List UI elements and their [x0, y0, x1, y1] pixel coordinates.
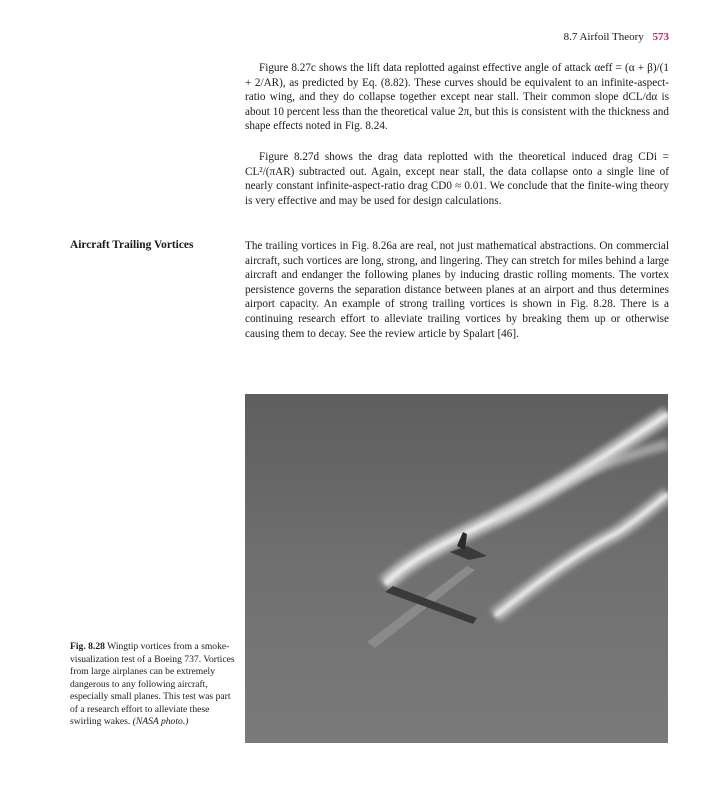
page-number: 573: [652, 31, 669, 43]
section-heading-trailing-vortices: Aircraft Trailing Vortices: [70, 239, 194, 251]
running-header: [564, 31, 669, 43]
figure-credit: (NASA photo.): [132, 716, 189, 727]
figure-caption-text: Wingtip vortices from a smoke-visualization test of a Boeing 737. Vortices from large airplanes can be extremely dangerous to any following aircraft, especially small planes. This test was part of a research effort to alleviate these swirling wakes.: [70, 641, 235, 727]
vortex-photo-illustration: [245, 394, 668, 743]
figure-label: Fig. 8.28: [70, 641, 105, 652]
paragraph-lift-data: Figure 8.27c shows the lift data replotted against effective angle of attack αeff = (α + β)/(1 + 2/AR), as predicted by Eq. (8.82). These curves should be equivalent to an infinite-aspect-ratio wing, and they do collapse together except near stall. Their common slope dCL/dα is about 10 percent less than the theoretical value 2π, but this is consistent with the thickness and shape effects noted in Fig. 8.24.: [245, 62, 669, 133]
paragraph-trailing-vortices: The trailing vortices in Fig. 8.26a are real, not just mathematical abstractions. On commercial aircraft, such vortices are long, strong, and lingering. They can stretch for miles behind a large aircraft and endanger the following planes by inducing drastic rolling moments. The vortex persistence governs the separation distance between planes at an airport and thus determines airport capacity. An example of strong trailing vortices is shown in Fig. 8.28. There is a continuing research effort to alleviate trailing vortices by breaking them up or otherwise causing them to decay. See the review article by Spalart [46].: [245, 240, 669, 340]
figure-photo: [245, 394, 668, 743]
figure-caption: [70, 641, 235, 729]
paragraph-drag-data: Figure 8.27d shows the drag data replotted with the theoretical induced drag CDi = CL²/(πAR) subtracted out. Again, except near stall, the data collapse onto a single line of nearly constant infinite-aspect-ratio drag CD0 ≈ 0.01. We conclude that the finite-wing theory is very effective and may be used for design calculations.: [245, 151, 669, 207]
section-title: 8.7 Airfoil Theory: [563, 31, 644, 43]
